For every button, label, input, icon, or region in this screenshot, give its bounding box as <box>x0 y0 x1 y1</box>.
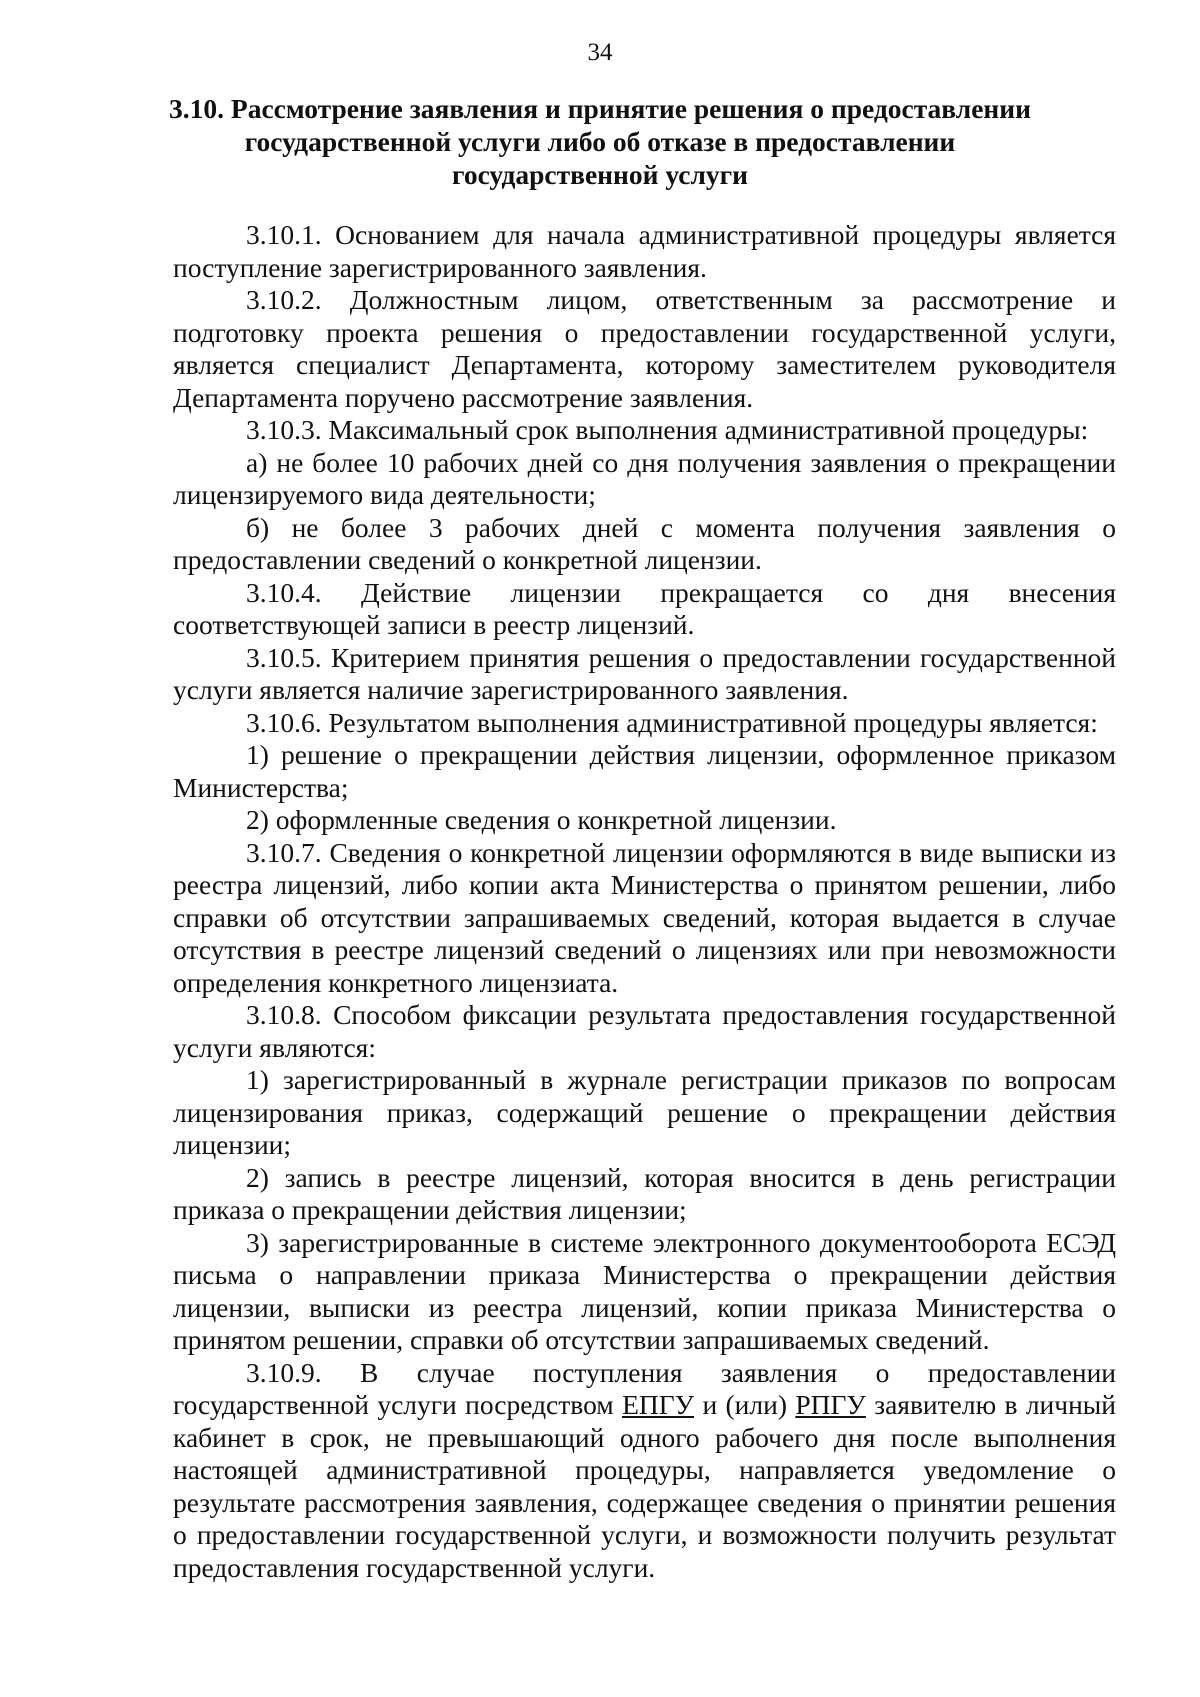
rpgu-link[interactable]: РПГУ <box>795 1389 866 1420</box>
paragraph-3-10-6-1: 1) решение о прекращении действия лицензии, оформленное приказом Министерства; <box>173 739 1116 803</box>
section-title <box>150 92 1050 191</box>
paragraph-3-10-7: 3.10.7. Сведения о конкретной лицензии оформляются в виде выписки из реестра лицензий, либо копии акта Министерства о принятом решении, либо справки об отсутствии запрашиваемых сведений, которая выдается в случае отсутствия в реестре лицензий сведений о лицензиях или при невозможности определения конкретного лицензиата. <box>173 836 1116 998</box>
paragraph-3-10-9-part-3: заявителю в личный кабинет в срок, не превышающий одного рабочего дня после выполнения настоящей административной процедуры, направляется уведомление о результате рассмотрения заявления, содержащее сведения о принятии решения о предоставлении государственной услуги, и возможности получить результат предоставления государственной услуги. <box>173 1389 1116 1583</box>
section-title-line-3: государственной услуги <box>452 159 748 190</box>
paragraph-3-10-9 <box>173 1357 1116 1585</box>
paragraph-3-10-8-1: 1) зарегистрированный в журнале регистрации приказов по вопросам лицензирования приказ, содержащий решение о прекращении действия лицензии; <box>173 1064 1116 1160</box>
section-title-line-2: государственной услуги либо об отказе в предоставлении <box>244 126 956 157</box>
paragraph-3-10-6: 3.10.6. Результатом выполнения административной процедуры является: <box>246 706 1098 738</box>
page-number: 34 <box>587 39 613 66</box>
paragraph-3-10-5: 3.10.5. Критерием принятия решения о предоставлении государственной услуги является наличие зарегистрированного заявления. <box>173 641 1116 705</box>
paragraph-3-10-9-part-2: и (или) <box>694 1389 796 1420</box>
paragraph-3-10-3: 3.10.3. Максимальный срок выполнения административной процедуры: <box>246 414 1089 445</box>
paragraph-3-10-3-b: б) не более 3 рабочих дней с момента получения заявления о предоставлении сведений о конкретной лицензии. <box>173 511 1116 575</box>
epgu-link[interactable]: ЕПГУ <box>622 1389 695 1420</box>
paragraph-3-10-8-3: 3) зарегистрированные в системе электронного документооборота ЕСЭД письма о направлении приказа Министерства о прекращении действия лицензии, выписки из реестра лицензий, копии приказа Министерства о принятом решении, справки об отсутствии запрашиваемых сведений. <box>173 1226 1116 1355</box>
paragraph-3-10-4: 3.10.4. Действие лицензии прекращается со дня внесения соответствующей записи в реестр лицензий. <box>173 576 1116 640</box>
section-title-line-1: 3.10. Рассмотрение заявления и принятие решения о предоставлении <box>169 93 1031 124</box>
paragraph-3-10-1: 3.10.1. Основанием для начала административной процедуры является поступление зарегистрированного заявления. <box>173 219 1116 283</box>
paragraph-3-10-3-a: а) не более 10 рабочих дней со дня получения заявления о прекращении лицензируемого вида деятельности; <box>173 446 1116 510</box>
paragraph-3-10-9-part-1: 3.10.9. В случае поступления заявления о предоставлении государственной услуги посредством <box>173 1356 1116 1420</box>
paragraph-3-10-2: 3.10.2. Должностным лицом, ответственным за рассмотрение и подготовку проекта решения о предоставлении государственной услуги, является специалист Департамента, которому заместителем руководителя Департамента поручено рассмотрение заявления. <box>173 284 1116 413</box>
paragraph-3-10-8: 3.10.8. Способом фиксации результата предоставления государственной услуги являются: <box>173 999 1116 1063</box>
paragraph-3-10-8-2: 2) запись в реестре лицензий, которая вносится в день регистрации приказа о прекращении действия лицензии; <box>173 1161 1116 1225</box>
paragraph-3-10-6-2: 2) оформленные сведения о конкретной лицензии. <box>246 804 837 835</box>
body-text <box>173 219 1116 1584</box>
